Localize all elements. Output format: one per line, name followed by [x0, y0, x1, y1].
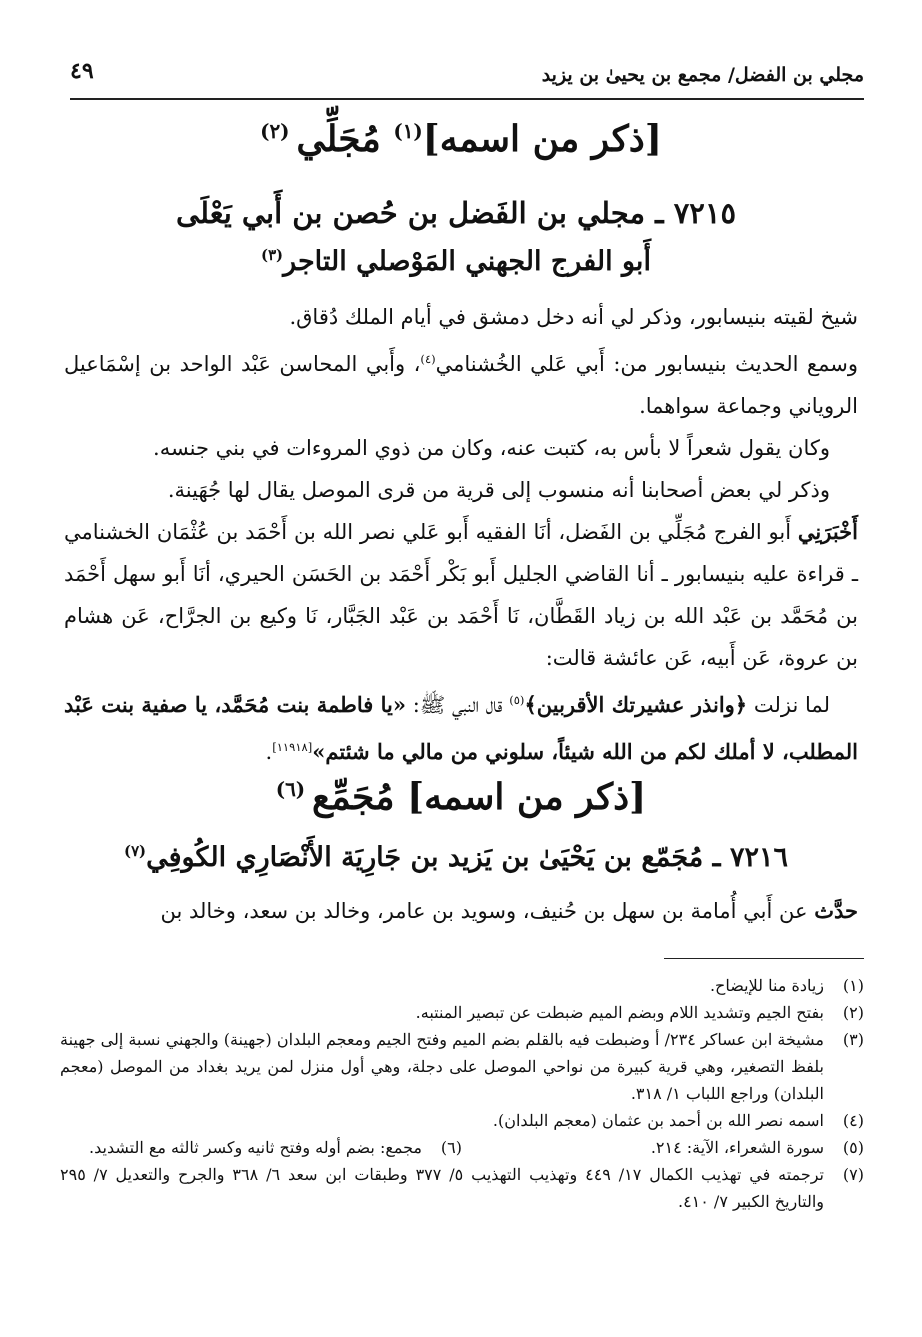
footnote-number: (٧) — [842, 1165, 864, 1184]
hadith-text: «يا فاطمة بنت مُحَمَّد، يا صفية بنت عَبْد المطلب، لا أملك لكم من الله شيئاً، سلوني من مالي ما شئتم» — [64, 692, 858, 764]
transmission-term: حدَّث — [814, 898, 858, 923]
footnote-number: (١) — [842, 976, 864, 995]
footnote — [462, 1134, 864, 1161]
entry-heading-7215-kunya — [50, 246, 862, 277]
quran-quote: ﴿وانذر عشيرتك الأقربين﴾ — [524, 692, 748, 717]
paragraph-text: عن أَبي أُمامة بن سهل بن حُنيف، وسويد بن عامر، وخالد بن سعد، وخالد بن — [160, 899, 815, 923]
footnote-text: مشيخة ابن عساكر ٢٣٤/ أ وضبطت فيه بالقلم بضم الميم وفتح الجيم ومعجم البلدان (جهينة) والجهني نسبة إلى جهينة بلفظ التصغير، وهي قرية كبيرة من نواحي الموصل على دجلة، وهي أول منزل لمن يريد بغداد من الموصل (معجم البلدان) وراجع اللباب ١/ ٣١٨. — [60, 1030, 824, 1103]
footnote-text: ترجمته في تهذيب الكمال ١٧/ ٤٤٩ وتهذيب التهذيب ٥/ ٣٧٧ وطبقات ابن سعد ٦/ ٣٦٨ والجرح والتعديل ٧/ ٢٩٥ والتاريخ الكبير ٧/ ٤١٠. — [60, 1165, 825, 1211]
footnote-text: اسمه نصر الله بن أحمد بن عثمان (معجم البلدان). — [492, 1111, 824, 1130]
isnad-paragraph — [64, 511, 858, 679]
footnote-text: سورة الشعراء، الآية: ٢١٤. — [650, 1138, 824, 1157]
entry-heading-text: ٧٢١٦ ـ مُجَمّع بن يَحْيَىٰ بن يَزيد بن جَارِيَة الأَنْصَارِي الكُوفِي — [146, 842, 788, 873]
paragraph-text: لما نزلت — [747, 693, 830, 717]
footnote-number: (٢) — [842, 1003, 864, 1022]
transmission-term: أَخْبَرَنِي — [797, 519, 858, 544]
entry-heading-7215: ٧٢١٥ ـ مجلي بن الفَضل بن حُصن بن أَبي يَعْلَى — [175, 196, 737, 230]
paragraph: وكان يقول شعراً لا بأس به، كتبت عنه، وكان من ذوي المروءات في بني جنسه. — [153, 436, 830, 460]
page-number: ٤٩ — [70, 58, 94, 84]
paragraph — [64, 890, 858, 932]
footnote-number: (٣) — [842, 1030, 864, 1049]
entry-kunya-text: أَبو الفرج الجهني المَوْصلي التاجر — [283, 246, 651, 277]
footnote — [60, 1134, 462, 1161]
footnote-text: مجمع: بضم أوله وفتح ثانيه وكسر ثالثه مع التشديد. — [89, 1138, 422, 1157]
entry-heading-7216 — [50, 842, 862, 873]
paragraph-text: أَبو الفرج مُجَلِّي بن الفَضل، أنَا الفقيه أَبو عَلي نصر الله بن أَحْمَد بن عُثْمَان الخشنامي ـ قراءة عليه بنيسابور ـ أنا القاضي الجليل أَبو بَكْر أَحْمَد بن الحَسَن الحيري، أنَا أَبو سهل أَحْمَد بن مُحَمَّد بن عَبْد الله بن زياد القَطَّان، نَا أَحْمَد بن عَبْد الجَبَّار، نَا وكيع بن الجرَّاح، عَن هشام بن عروة، عَن أَبيه، عَن عائشة قالت: — [64, 520, 858, 670]
footnote-pair — [60, 1134, 864, 1161]
hadith-paragraph — [64, 679, 858, 773]
footnote-ref[interactable]: (٤) — [420, 352, 436, 366]
section-heading-text: [ذكر من اسمه] — [422, 118, 662, 160]
footnote — [60, 999, 864, 1026]
footnote-ref[interactable]: (٦) — [275, 777, 313, 801]
paragraph — [64, 338, 858, 427]
footnote — [60, 1161, 864, 1215]
section-heading-mujammi — [60, 776, 862, 818]
footnote — [60, 1026, 864, 1107]
footnote-number: (٦) — [440, 1138, 462, 1157]
running-header — [70, 58, 864, 100]
footnotes — [60, 972, 864, 1215]
section-heading-text: [ذكر من اسمه] — [407, 776, 647, 818]
paragraph-text: ، وأَبي المحاسن عَبْد الواحد بن إسْمَاعيل الروياني وجماعة سواهما. — [64, 352, 858, 418]
paragraph: شيخ لقيته بنيسابور، وذكر لي أنه دخل دمشق في أيام الملك دُقاق. — [289, 305, 858, 329]
footnote-ref[interactable]: (٢) — [260, 119, 297, 143]
footnote-ref[interactable]: (١) — [393, 119, 423, 143]
footnote-ref[interactable]: (٧) — [124, 842, 147, 860]
paragraph-text: . — [265, 740, 273, 764]
section-heading-name: مُجَلِّي — [296, 118, 394, 160]
paragraph-text: وسمع الحديث بنيسابور من: أَبي عَلي الخُشنامي — [435, 352, 858, 376]
hadith-number: [١١٩١٨] — [272, 740, 313, 754]
footnote-number: (٥) — [842, 1138, 864, 1157]
footnote — [60, 972, 864, 999]
footnote-ref[interactable]: (٥) — [509, 693, 525, 707]
footnote — [60, 1107, 864, 1134]
section-heading-name: مُجَمِّع — [312, 776, 408, 818]
paragraph-text: قال النبي ﷺ: — [406, 693, 510, 717]
footnote-number: (٤) — [842, 1111, 864, 1130]
footnote-ref[interactable]: (٣) — [261, 246, 284, 264]
entry-body-7215 — [64, 296, 858, 773]
footnote-text: بفتح الجيم وتشديد اللام وبضم الميم ضبطت عن تبصير المنتبه. — [415, 1003, 824, 1022]
section-heading-mujalli — [60, 118, 862, 160]
paragraph: وذكر لي بعض أصحابنا أنه منسوب إلى قرية من قرى الموصل يقال لها جُهَينة. — [167, 478, 830, 502]
entry-body-7216 — [64, 890, 858, 932]
footnote-text: زيادة منا للإيضاح. — [709, 976, 824, 995]
running-title: مجلي بن الفضل/ مجمع بن يحيىٰ بن يزيد — [541, 64, 864, 86]
footnote-divider — [664, 958, 864, 959]
